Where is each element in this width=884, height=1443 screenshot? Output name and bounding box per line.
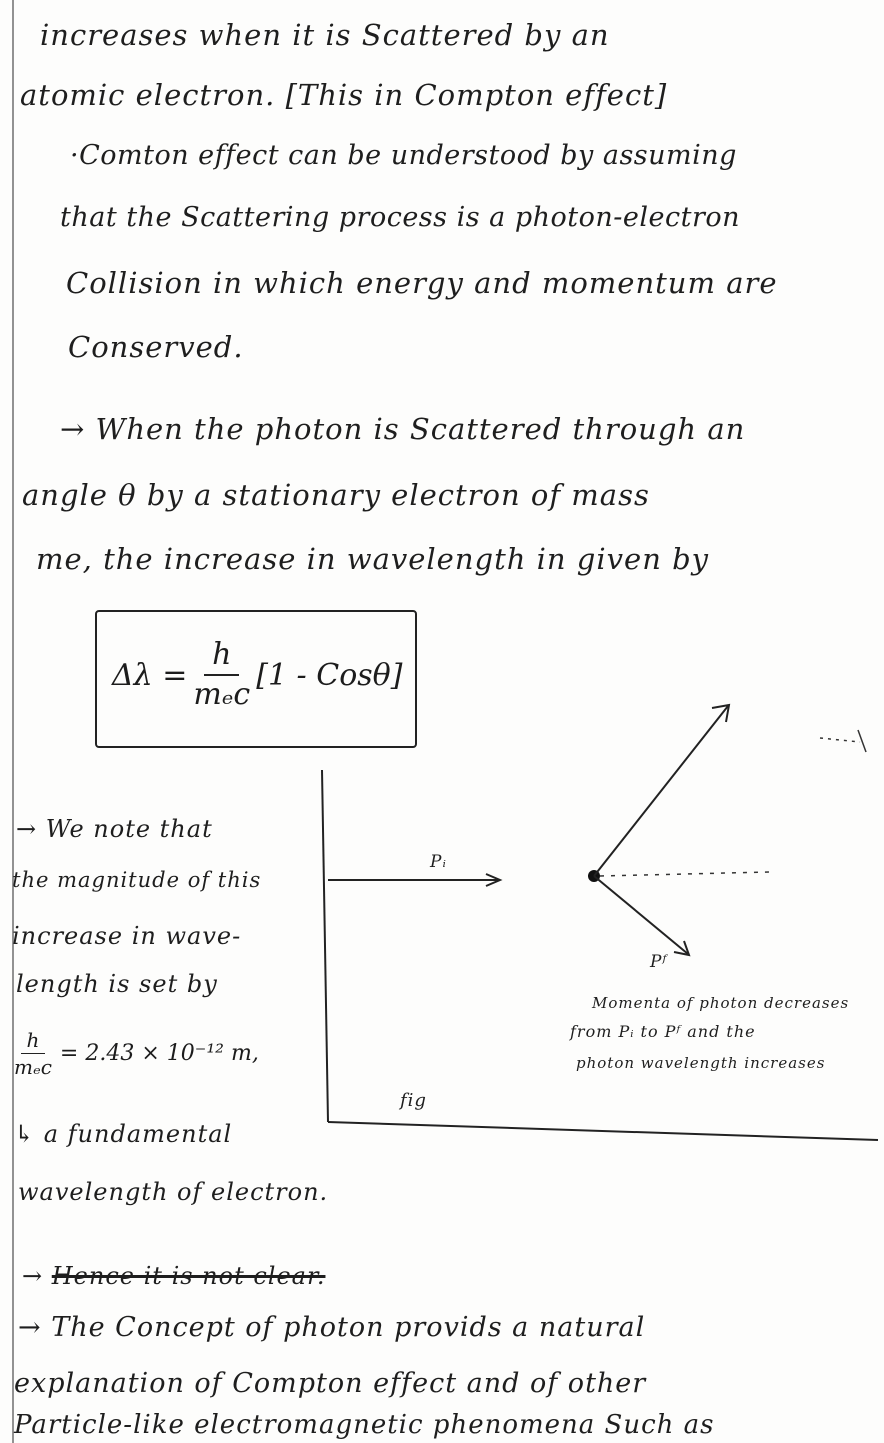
recoil-arrow [594,876,688,954]
constant-value: = 2.43 × 10⁻¹² m, [59,1041,259,1066]
diagram-caption-line-3: photon wavelength increases [576,1054,826,1072]
bottom-line-3: Particle-like electromagnetic phenomena Such as [14,1410,715,1440]
text-line-6: Conserved. [68,330,244,364]
edge-mark-tick [858,730,866,752]
struck-prefix: → [22,1262,44,1290]
text-line-7: → When the photon is Scattered through an [60,412,746,446]
constant-denominator: mₑc [14,1055,52,1079]
label-p-final: Pᶠ [650,952,668,972]
formula-denominator: mₑc [193,677,251,712]
scattered-photon-arrow [594,706,728,876]
edge-mark [820,738,860,742]
after-constant-line-2: wavelength of electron. [18,1178,329,1206]
text-line-2: atomic electron. [This in Compton effect] [20,78,668,112]
text-line-8: angle θ by a stationary electron of mass [22,478,650,512]
diagram-horizontal-axis [328,1122,878,1140]
bottom-line-1: → The Concept of photon provids a natural [18,1312,646,1343]
constant-numerator: h [21,1030,46,1054]
label-fig: fig [400,1090,427,1111]
side-note-line-3: increase in wave- [12,922,242,950]
text-line-9: me, the increase in wavelength in given by [36,542,710,576]
formula-lhs: Δλ = [112,657,188,693]
text-line-4: that the Scattering process is a photon-electron [60,202,741,233]
struck-line [22,1262,325,1290]
diagram-caption-line-2: from Pᵢ to Pᶠ and the [570,1022,756,1041]
after-constant-line-1: ↳ a fundamental [14,1120,233,1148]
struck-text: Hence it is not clear. [51,1262,326,1290]
formula-rhs: [1 - Cosθ] [256,657,403,693]
diagram-vertical-axis [322,770,328,1122]
side-note-line-1: → We note that [16,815,213,843]
text-line-1: increases when it is Scattered by an [40,18,610,52]
diagram-caption-line-1: Momenta of photon decreases [592,994,850,1012]
side-note-line-2: the magnitude of this [12,868,262,892]
label-p-initial: Pᵢ [430,852,447,872]
text-line-3: ·Comton effect can be understood by assuming [70,140,737,171]
side-note-line-4: length is set by [16,970,218,998]
text-line-5: Collision in which energy and momentum are [66,266,778,300]
formula-numerator: h [204,640,239,676]
dashed-reference-line [600,872,770,876]
bottom-line-2: explanation of Compton effect and of other [14,1368,647,1399]
